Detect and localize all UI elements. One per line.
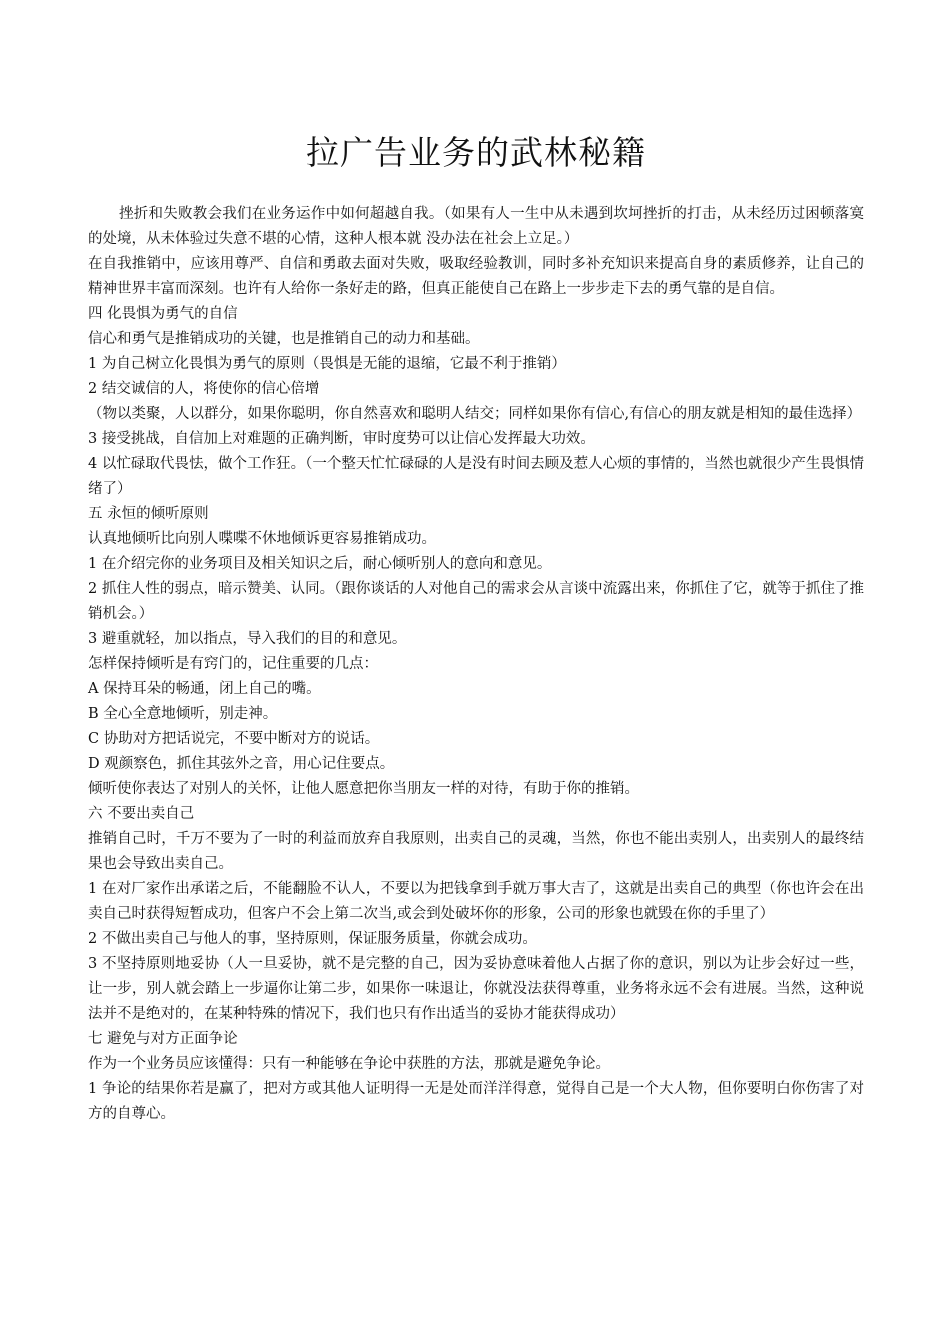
paragraph: 认真地倾听比向别人喋喋不休地倾诉更容易推销成功。: [88, 531, 436, 547]
list-item: 3 避重就轻，加以指点，导入我们的目的和意见。: [88, 631, 407, 647]
list-item: 2 不做出卖自己与他人的事，坚持原则，保证服务质量，你就会成功。: [88, 931, 537, 947]
list-item: 2 结交诚信的人，将使你的信心倍增: [88, 381, 320, 397]
document-body: [88, 202, 864, 1127]
list-item: 1 在对厂家作出承诺之后，不能翻脸不认人，不要以为把钱拿到手就万事大吉了，这就是出卖自己的典型（你也许会在出卖自己时获得短暂成功，但客户不会上第二次当,或会到处破坏你的形象，公司的形象也就毁在你的手里了）: [88, 881, 864, 922]
paragraph: 作为一个业务员应该懂得：只有一种能够在争论中获胜的方法，那就是避免争论。: [88, 1056, 610, 1072]
section-heading-7: 七 避免与对方正面争论: [88, 1031, 238, 1047]
list-item: 4 以忙碌取代畏怯，做个工作狂。（一个整天忙忙碌碌的人是没有时间去顾及惹人心烦的事情的，当然也就很少产生畏惧情绪了）: [88, 456, 864, 497]
list-item: A 保持耳朵的畅通，闭上自己的嘴。: [88, 681, 321, 697]
list-item: D 观颜察色，抓住其弦外之音，用心记住要点。: [88, 756, 395, 772]
list-item: 3 接受挑战，自信加上对难题的正确判断，审时度势可以让信心发挥最大功效。: [88, 431, 595, 447]
list-item: C 协助对方把话说完，不要中断对方的说话。: [88, 731, 380, 747]
paragraph: 在自我推销中，应该用尊严、自信和勇敢去面对失败，吸取经验教训，同时多补充知识来提高自身的素质修养，让自己的精神世界丰富而深刻。也许有人给你一条好走的路，但真正能使自己在路上一步步走下去的勇气靠的是自信。: [88, 256, 864, 297]
section-heading-5: 五 永恒的倾听原则: [88, 506, 209, 522]
section-heading-4: 四 化畏惧为勇气的自信: [88, 306, 238, 322]
list-item: 3 不坚持原则地妥协（人一旦妥协，就不是完整的自己，因为妥协意味着他人占据了你的意识，别以为让步会好过一些，让一步，别人就会踏上一步逼你让第二步，如果你一味退让，你就没法获得尊重，业务将永远不会有进展。当然，这种说法并不是绝对的，在某种特殊的情况下，我们也只有作出适当的妥协才能获得成功）: [88, 956, 864, 1022]
list-item: 1 在介绍完你的业务项目及相关知识之后，耐心倾听别人的意向和意见。: [88, 556, 552, 572]
paragraph: （物以类聚，人以群分，如果你聪明，你自然喜欢和聪明人结交；同样如果你有信心,有信心的朋友就是相知的最佳选择）: [88, 406, 862, 422]
paragraph-intro: 挫折和失败教会我们在业务运作中如何超越自我。（如果有人一生中从未遇到坎坷挫折的打击，从未经历过困顿落寞的处境，从未体验过失意不堪的心情，这种人根本就 没办法在社会上立足。）: [88, 206, 864, 247]
list-item: B 全心全意地倾听，别走神。: [88, 706, 278, 722]
paragraph: 怎样保持倾听是有窍门的，记住重要的几点：: [88, 656, 378, 672]
section-heading-6: 六 不要出卖自己: [88, 806, 195, 822]
list-item: 2 抓住人性的弱点，暗示赞美、认同。（跟你谈话的人对他自己的需求会从言谈中流露出来，你抓住了它，就等于抓住了推销机会。）: [88, 581, 864, 622]
list-item: 1 为自己树立化畏惧为勇气的原则（畏惧是无能的退缩，它最不利于推销）: [88, 356, 566, 372]
document-title: 拉广告业务的武林秘籍: [306, 133, 646, 172]
list-item: 1 争论的结果你若是赢了，把对方或其他人证明得一无是处而洋洋得意，觉得自己是一个大人物，但你要明白你伤害了对方的自尊心。: [88, 1081, 864, 1122]
paragraph: 推销自己时，千万不要为了一时的利益而放弃自我原则，出卖自己的灵魂，当然，你也不能出卖别人，出卖别人的最终结果也会导致出卖自己。: [88, 831, 864, 872]
paragraph: 倾听使你表达了对别人的关怀，让他人愿意把你当朋友一样的对待，有助于你的推销。: [88, 781, 639, 797]
paragraph: 信心和勇气是推销成功的关键，也是推销自己的动力和基础。: [88, 331, 480, 347]
